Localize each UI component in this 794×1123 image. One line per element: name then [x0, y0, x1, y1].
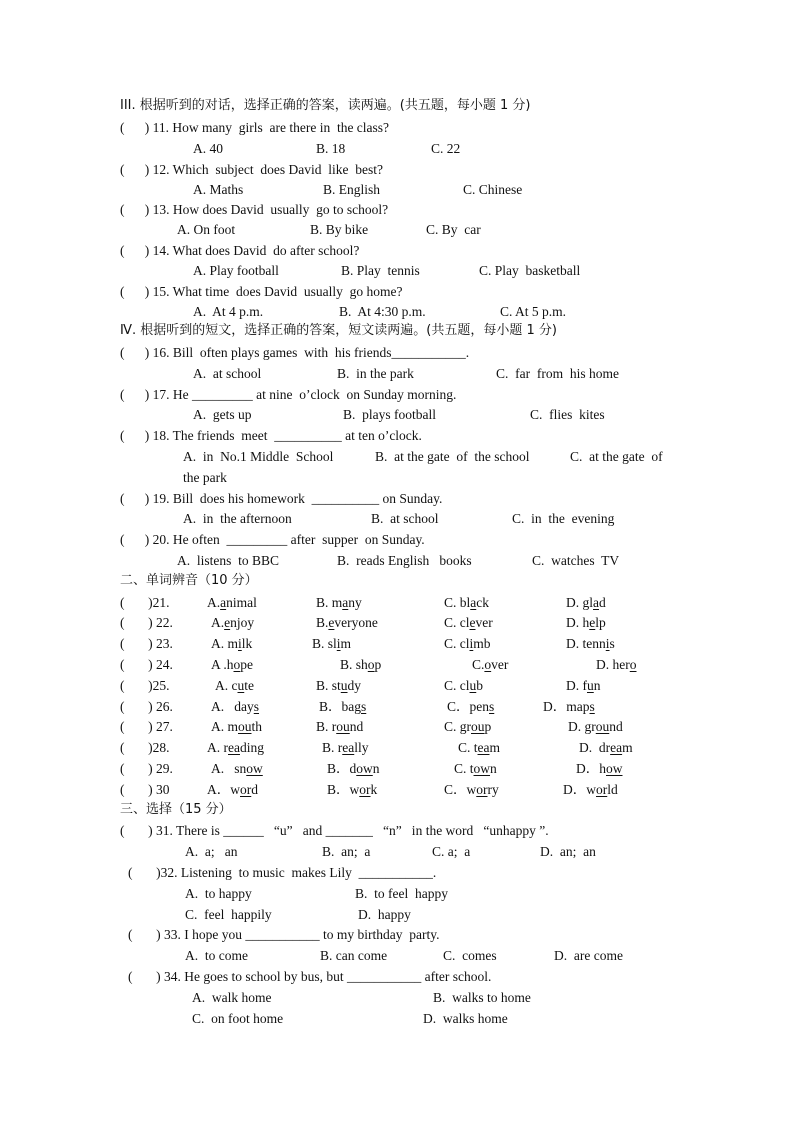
- q17-option-c: C. flies kites: [530, 407, 605, 422]
- option-text: pe: [240, 657, 254, 672]
- option-text: D．map: [543, 699, 590, 714]
- underlined-sound: ea: [477, 740, 490, 755]
- underlined-sound: s: [589, 699, 595, 714]
- phonetics-option-b: [316, 679, 361, 693]
- q11-option-b: B. 18: [316, 141, 346, 156]
- option-text: D．h: [576, 761, 606, 776]
- phonetics-option-a: [207, 783, 258, 797]
- option-text: ver: [475, 615, 493, 630]
- underlined-sound: u: [237, 678, 245, 693]
- option-text: nd: [349, 719, 364, 734]
- phonetics-option-d: [576, 762, 623, 776]
- option-text: ny: [348, 595, 362, 610]
- underlined-sound: a: [342, 595, 349, 610]
- phonetics-option-b: [327, 783, 377, 797]
- phonetics-option-c: [447, 700, 494, 714]
- q19-option-b: B. at school: [371, 511, 439, 526]
- option-text: C.: [472, 657, 485, 672]
- q18-option-c-continued: the park: [183, 470, 227, 485]
- q34-option-a: A. walk home: [192, 990, 272, 1005]
- option-text: nd: [609, 719, 623, 734]
- q31-option-c: C. a; a: [432, 844, 471, 859]
- option-text: veryone: [334, 615, 378, 630]
- option-text: C．pen: [447, 699, 489, 714]
- q31-option-d: D. an; an: [540, 844, 596, 859]
- option-text: B.: [316, 615, 329, 630]
- phonetics-option-c: [444, 596, 489, 610]
- q13-option-a: A. On foot: [177, 222, 236, 237]
- q33-option-a: A. to come: [185, 948, 248, 963]
- phonetics-option-b: [319, 700, 366, 714]
- section-2-title: 二、单词辨音（10 分）: [120, 573, 258, 588]
- question-11: ( ) 11. How many girls are there in the class?: [120, 120, 390, 135]
- option-text: D. gl: [566, 595, 593, 610]
- option-text: lk: [241, 636, 253, 651]
- q16-option-b: B. in the park: [337, 366, 414, 381]
- underlined-sound: a: [470, 595, 477, 610]
- q20-option-c: C. watches TV: [532, 553, 620, 568]
- underlined-sound: e: [328, 615, 335, 630]
- option-text: A. r: [207, 740, 228, 755]
- phonetics-question-number: ( ) 24.: [120, 657, 173, 672]
- option-text: B. m: [316, 595, 343, 610]
- phonetics-option-c: [444, 637, 491, 651]
- phonetics-option-b: [316, 720, 363, 734]
- phonetics-option-a: [211, 720, 262, 734]
- phonetics-option-a: [207, 741, 264, 755]
- q32-option-c: C. feel happily: [185, 907, 272, 922]
- question-13: ( ) 13. How does David usually go to school?: [120, 202, 389, 217]
- phonetics-option-a: [207, 596, 257, 610]
- q33-option-d: D. are come: [554, 948, 623, 963]
- phonetics-option-c: [454, 762, 497, 776]
- underlined-sound: u: [469, 678, 477, 693]
- option-text: B．d: [327, 761, 357, 776]
- question-33: ( ) 33. I hope you ___________ to my birthday party.: [128, 927, 440, 942]
- underlined-sound: s: [253, 699, 260, 714]
- underlined-sound: ou: [336, 719, 350, 734]
- phonetics-question-number: ( ) 23.: [120, 636, 173, 651]
- phonetics-question-number: ( )25.: [120, 678, 170, 693]
- option-text: ry: [487, 782, 499, 797]
- section-3-title: III. 根据听到的对话，选择正确的答案，读两遍。(共五题，每小题 1 分): [120, 98, 531, 113]
- option-text: p: [374, 657, 382, 672]
- q12-option-c: C. Chinese: [463, 182, 523, 197]
- q11-option-a: A. 40: [193, 141, 223, 156]
- phonetics-option-c: [458, 741, 500, 755]
- option-text: C．w: [444, 782, 477, 797]
- phonetics-option-a: [211, 762, 263, 776]
- underlined-sound: o: [233, 657, 241, 672]
- underlined-sound: e: [224, 615, 231, 630]
- underlined-sound: o: [484, 657, 492, 672]
- phonetics-option-b: [316, 596, 362, 610]
- underlined-sound: a: [220, 595, 227, 610]
- phonetics-option-b: [327, 762, 380, 776]
- underlined-sound: ou: [595, 719, 610, 734]
- q14-option-a: A. Play football: [193, 263, 279, 278]
- q34-option-c: C. on foot home: [192, 1011, 284, 1026]
- underlined-sound: ow: [246, 761, 263, 776]
- question-15: ( ) 15. What time does David usually go home?: [120, 284, 403, 299]
- q34-option-b: B. walks to home: [433, 990, 531, 1005]
- underlined-sound: i: [469, 636, 474, 651]
- q16-option-a: A. at school: [193, 366, 262, 381]
- q34-option-d: D. walks home: [423, 1011, 508, 1026]
- phonetics-option-a: [211, 658, 253, 672]
- underlined-sound: ou: [238, 719, 252, 734]
- option-text: lly: [354, 740, 369, 755]
- question-17: ( ) 17. He _________ at nine o’clock on Sunday morning.: [120, 387, 457, 402]
- option-text: th: [251, 719, 263, 734]
- question-20: ( ) 20. He often _________ after supper on Sunday.: [120, 532, 425, 547]
- phonetics-option-d: [566, 616, 606, 630]
- q16-option-c: C. far from his home: [496, 366, 619, 381]
- option-text: m: [622, 740, 633, 755]
- q18-option-c: C. at the gate of: [570, 449, 663, 464]
- underlined-sound: e: [469, 615, 476, 630]
- underlined-sound: i: [238, 636, 242, 651]
- underlined-sound: or: [596, 782, 608, 797]
- underlined-sound: ea: [342, 740, 355, 755]
- q33-option-b: B. can come: [320, 948, 388, 963]
- option-text: A. day: [211, 699, 254, 714]
- phonetics-option-b: [316, 616, 378, 630]
- phonetics-option-d: [563, 783, 618, 797]
- q19-option-a: A. in the afternoon: [183, 511, 292, 526]
- option-text: B. r: [316, 719, 337, 734]
- phonetics-option-c: [444, 720, 491, 734]
- phonetics-option-b: [340, 658, 381, 672]
- q15-option-a: A. At 4 p.m.: [193, 304, 264, 319]
- underlined-sound: a: [593, 595, 599, 610]
- section-4-title: Ⅳ. 根据听到的短文，选择正确的答案，短文读两遍。(共五题，每小题 1 分): [120, 323, 557, 338]
- underlined-sound: ea: [610, 740, 623, 755]
- option-text: n: [372, 761, 380, 776]
- option-text: C. bl: [444, 595, 471, 610]
- underlined-sound: i: [605, 636, 610, 651]
- option-text: B．bag: [319, 699, 361, 714]
- underlined-sound: i: [336, 636, 341, 651]
- q14-option-b: B. Play tennis: [341, 263, 420, 278]
- option-text: k: [370, 782, 378, 797]
- underlined-sound: u: [587, 678, 594, 693]
- option-text: njoy: [230, 615, 255, 630]
- option-text: D. h: [566, 615, 590, 630]
- option-text: dy: [347, 678, 362, 693]
- option-text: D. gr: [568, 719, 596, 734]
- underlined-sound: or: [359, 782, 371, 797]
- option-text: nimal: [226, 595, 257, 610]
- q19-option-c: C. in the evening: [512, 511, 615, 526]
- q17-option-a: A. gets up: [193, 407, 252, 422]
- option-text: D. her: [596, 657, 630, 672]
- q12-option-a: A. Maths: [193, 182, 244, 197]
- q31-option-b: B. an; a: [322, 844, 371, 859]
- phonetics-option-c: [444, 783, 499, 797]
- phonetics-question-number: ( ) 22.: [120, 615, 173, 630]
- phonetics-option-d: [566, 637, 615, 651]
- question-32: ( )32. Listening to music makes Lily ___________.: [128, 865, 437, 880]
- q33-option-c: C. comes: [443, 948, 497, 963]
- q15-option-b: B. At 4:30 p.m.: [339, 304, 426, 319]
- option-text: B. sh: [340, 657, 368, 672]
- phonetics-option-a: [211, 616, 254, 630]
- q13-option-b: B. By bike: [310, 222, 369, 237]
- phonetics-question-number: ( ) 27.: [120, 719, 173, 734]
- option-text: D. dr: [579, 740, 611, 755]
- underlined-sound: ou: [471, 719, 485, 734]
- q32-option-d: D. happy: [358, 907, 411, 922]
- underlined-sound: u: [340, 678, 348, 693]
- option-text: m: [489, 740, 501, 755]
- option-text: A. m: [211, 636, 238, 651]
- option-text: te: [244, 678, 254, 693]
- q18-option-b: B. at the gate of the school: [375, 449, 530, 464]
- phonetics-option-c: [444, 679, 483, 693]
- phonetics-question-number: ( )28.: [120, 740, 170, 755]
- q15-option-c: C. At 5 p.m.: [500, 304, 567, 319]
- phonetics-option-b: [312, 637, 351, 651]
- q12-option-b: B. English: [323, 182, 381, 197]
- q32-option-a: A. to happy: [185, 886, 252, 901]
- q31-option-a: A. a; an: [185, 844, 238, 859]
- underlined-sound: s: [489, 699, 495, 714]
- q17-option-b: B. plays football: [343, 407, 436, 422]
- question-14: ( ) 14. What does David do after school?: [120, 243, 360, 258]
- option-text: ding: [239, 740, 264, 755]
- phonetics-option-d: [568, 720, 623, 734]
- option-text: mb: [473, 636, 491, 651]
- phonetics-question-number: ( ) 30: [120, 782, 170, 797]
- underlined-sound: o: [629, 657, 637, 672]
- underlined-sound: ow: [356, 761, 373, 776]
- option-text: C. gr: [444, 719, 471, 734]
- q32-option-b: B. to feel happy: [355, 886, 448, 901]
- question-18: ( ) 18. The friends meet __________ at ten o’clock.: [120, 428, 422, 443]
- phonetics-option-a: [215, 679, 254, 693]
- phonetics-option-a: [211, 637, 252, 651]
- underlined-sound: or: [476, 782, 488, 797]
- option-text: s: [609, 636, 615, 651]
- option-text: ver: [491, 657, 509, 672]
- question-34: ( ) 34. He goes to school by bus, but ___________ after school.: [128, 969, 492, 984]
- option-text: ld: [607, 782, 618, 797]
- underlined-sound: e: [589, 615, 596, 630]
- underlined-sound: s: [361, 699, 367, 714]
- option-text: n: [490, 761, 497, 776]
- underlined-sound: o: [367, 657, 375, 672]
- option-text: A. m: [211, 719, 238, 734]
- option-text: n: [593, 678, 601, 693]
- option-text: D. f: [566, 678, 587, 693]
- option-text: A. sn: [211, 761, 247, 776]
- option-text: d: [251, 782, 258, 797]
- option-text: m: [340, 636, 352, 651]
- q20-option-b: B. reads English books: [337, 553, 472, 568]
- question-19: ( ) 19. Bill does his homework __________ on Sunday.: [120, 491, 443, 506]
- q13-option-c: C. By car: [426, 222, 481, 237]
- option-text: C. cl: [444, 615, 470, 630]
- option-text: A.: [211, 615, 225, 630]
- option-text: B．w: [327, 782, 360, 797]
- option-text: d: [599, 595, 606, 610]
- phonetics-option-d: [579, 741, 633, 755]
- underlined-sound: ow: [473, 761, 491, 776]
- section-3b-title: 三、选择（15 分）: [120, 802, 232, 817]
- q18-option-a: A. in No.1 Middle School: [183, 449, 334, 464]
- option-text: C. cl: [444, 678, 470, 693]
- question-12: ( ) 12. Which subject does David like best?: [120, 162, 383, 177]
- option-text: C. t: [458, 740, 478, 755]
- phonetics-option-d: [566, 596, 606, 610]
- option-text: A .h: [211, 657, 234, 672]
- phonetics-option-c: [444, 616, 493, 630]
- q20-option-a: A. listens to BBC: [177, 553, 280, 568]
- phonetics-question-number: ( )21.: [120, 595, 170, 610]
- option-text: C. t: [454, 761, 474, 776]
- underlined-sound: ea: [228, 740, 240, 755]
- option-text: B. st: [316, 678, 341, 693]
- q11-option-c: C. 22: [431, 141, 461, 156]
- option-text: C. cl: [444, 636, 470, 651]
- phonetics-option-c: [472, 658, 508, 672]
- option-text: ck: [476, 595, 490, 610]
- option-text: B. sl: [312, 636, 337, 651]
- phonetics-option-d: [596, 658, 637, 672]
- option-text: B. r: [322, 740, 343, 755]
- underlined-sound: ow: [606, 761, 623, 776]
- option-text: b: [476, 678, 483, 693]
- q14-option-c: C. Play basketball: [479, 263, 581, 278]
- question-16: ( ) 16. Bill often plays games with his friends___________.: [120, 345, 470, 360]
- phonetics-option-a: [211, 700, 259, 714]
- phonetics-question-number: ( ) 29.: [120, 761, 173, 776]
- underlined-sound: or: [240, 782, 252, 797]
- phonetics-option-d: [543, 700, 595, 714]
- option-text: p: [484, 719, 492, 734]
- option-text: A．w: [207, 782, 240, 797]
- phonetics-option-d: [566, 679, 601, 693]
- question-31: ( ) 31. There is ______ “u” and _______ “n” in the word “unhappy ”.: [120, 823, 549, 838]
- option-text: D. tenn: [566, 636, 606, 651]
- option-text: A.: [207, 595, 221, 610]
- phonetics-question-number: ( ) 26.: [120, 699, 173, 714]
- option-text: A. c: [215, 678, 238, 693]
- option-text: lp: [595, 615, 606, 630]
- option-text: D．w: [563, 782, 596, 797]
- phonetics-option-b: [322, 741, 369, 755]
